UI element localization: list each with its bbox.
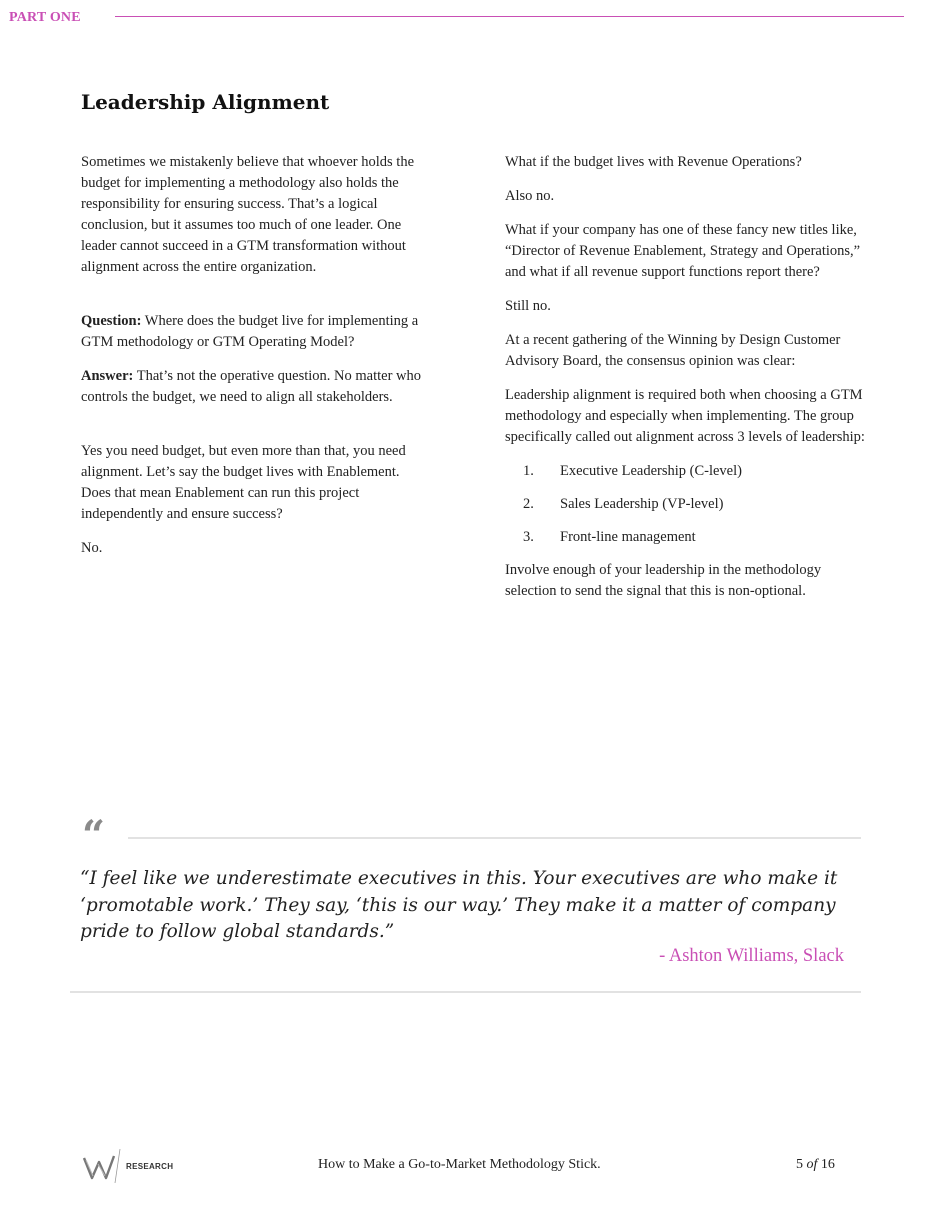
footer-document-title: How to Make a Go-to-Market Methodology Stick. <box>318 1157 601 1172</box>
alignment-paragraph: Leadership alignment is required both when choosing a GTM methodology and especially when implementing. The group specifically called out alignment across 3 levels of leadership: <box>505 387 865 445</box>
question-paragraph <box>81 311 426 353</box>
answer-label: Answer: <box>81 368 134 384</box>
budget-paragraph: Yes you need budget, but even more than that, you need alignment. Let’s say the budget lives with Enablement. Does that mean Enablement can run this project independently and ensure success? <box>81 443 406 522</box>
right-column <box>505 152 870 615</box>
answer-text: That’s not the operative question. No matter who controls the budget, we need to align all stakeholders. <box>81 368 422 405</box>
revops-paragraph: What if the budget lives with Revenue Operations? <box>505 154 802 170</box>
quote-top-divider <box>128 837 861 839</box>
logo-research-text: RESEARCH <box>126 1161 174 1171</box>
list-number: 1. <box>523 463 534 479</box>
list-item <box>505 461 870 482</box>
quote-bottom-divider <box>70 991 861 993</box>
page-current: 5 <box>796 1157 803 1172</box>
quote-text: “I feel like we underestimate executives in this. Your executives are who make it ‘promotable work.’ They say, ‘this is our way.’ They make it a matter of company pride to follow global standards.” <box>80 868 838 942</box>
list-text: Front-line management <box>560 529 696 545</box>
page-number <box>796 1157 835 1173</box>
involve-paragraph: Involve enough of your leadership in the methodology selection to send the signal that this is non-optional. <box>505 562 822 599</box>
left-column <box>81 152 426 572</box>
list-number: 2. <box>523 496 534 512</box>
question-label: Question: <box>81 313 142 329</box>
list-text: Executive Leadership (C-level) <box>560 463 742 479</box>
answer-paragraph <box>81 366 426 408</box>
list-item <box>505 494 870 515</box>
leadership-levels-list <box>505 461 870 548</box>
page-of: of <box>806 1157 818 1172</box>
fancy-titles-paragraph: What if your company has one of these fancy new titles like, “Director of Revenue Enablement, Strategy and Operations,” and what if all revenue support functions report there? <box>505 222 861 280</box>
list-number: 3. <box>523 529 534 545</box>
quote-mark-icon: “ <box>82 812 106 859</box>
intro-paragraph: Sometimes we mistakenly believe that whoever holds the budget for implementing a methodology also holds the responsibility for ensuring success. That’s a logical conclusion, but it assumes too much of one leader. One leader cannot succeed in a GTM transformation without alignment across the entire organization. <box>81 154 415 275</box>
also-no-paragraph: Also no. <box>505 188 555 204</box>
section-label: PART ONE <box>9 10 81 25</box>
quote-author: - Ashton Williams, Slack <box>659 946 844 966</box>
list-text: Sales Leadership (VP-level) <box>560 496 724 512</box>
still-no-paragraph: Still no. <box>505 298 551 314</box>
page-title: Leadership Alignment <box>81 90 330 114</box>
header-divider <box>115 16 904 17</box>
w-logo-icon <box>82 1148 122 1184</box>
list-item <box>505 527 870 548</box>
footer-logo <box>82 1148 173 1184</box>
page-total: 16 <box>820 1157 835 1172</box>
question-text: Where does the budget live for implementing a GTM methodology or GTM Operating Model? <box>81 313 419 350</box>
advisory-board-paragraph: At a recent gathering of the Winning by Design Customer Advisory Board, the consensus opinion was clear: <box>505 332 841 369</box>
no-paragraph: No. <box>81 540 103 556</box>
